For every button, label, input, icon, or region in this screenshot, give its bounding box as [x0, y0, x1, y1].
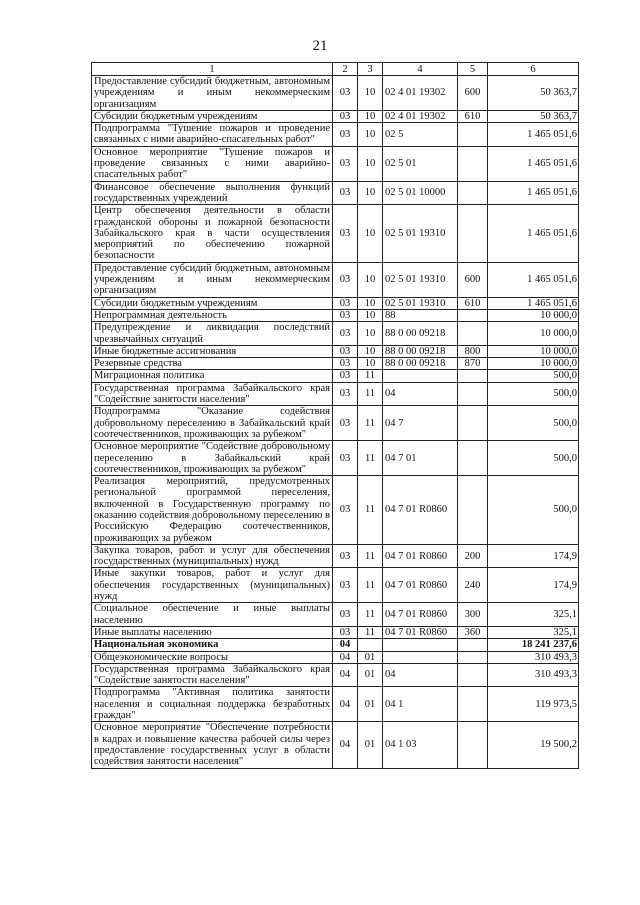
row-expense-type — [458, 441, 488, 476]
table-row — [92, 76, 579, 111]
row-name: Общеэкономические вопросы — [92, 651, 333, 663]
row-subsection-code: 10 — [358, 297, 383, 309]
row-expense-type: 300 — [458, 603, 488, 627]
row-expense-type: 600 — [458, 76, 488, 111]
row-target-article: 02 5 01 19310 — [383, 205, 458, 262]
row-expense-type: 240 — [458, 568, 488, 603]
header-col-5: 5 — [458, 63, 488, 76]
row-expense-type — [458, 687, 488, 722]
row-target-article: 02 4 01 19302 — [383, 76, 458, 111]
row-target-article: 88 — [383, 309, 458, 321]
row-section-code: 03 — [333, 123, 358, 147]
row-amount: 500,0 — [488, 406, 579, 441]
row-name: Реализация мероприятий, предусмотренных региональной программой переселения, включенной в Государственную программу по оказанию содействия добровольному переселению в Российскую Федерацию соотечественников, проживающих за рубежом — [92, 476, 333, 545]
row-amount: 50 363,7 — [488, 110, 579, 122]
row-section-code: 03 — [333, 603, 358, 627]
row-subsection-code: 01 — [358, 663, 383, 687]
header-col-6: 6 — [488, 63, 579, 76]
row-subsection-code: 11 — [358, 568, 383, 603]
row-amount: 500,0 — [488, 476, 579, 545]
row-expense-type — [458, 663, 488, 687]
row-name: Основное мероприятие "Содействие добровольному переселению в Забайкальский край соотечественников, проживающих за рубежом" — [92, 441, 333, 476]
row-name: Резервные средства — [92, 358, 333, 370]
row-name: Иные бюджетные ассигнования — [92, 345, 333, 357]
row-amount: 1 465 051,6 — [488, 297, 579, 309]
table-header-row — [92, 63, 579, 76]
header-col-4: 4 — [383, 63, 458, 76]
row-subsection-code: 10 — [358, 262, 383, 297]
row-section-code: 04 — [333, 651, 358, 663]
row-expense-type — [458, 370, 488, 382]
row-name: Финансовое обеспечение выполнения функций государственных учреждений — [92, 181, 333, 205]
row-target-article: 04 1 03 — [383, 722, 458, 768]
row-expense-type — [458, 309, 488, 321]
row-section-code: 03 — [333, 568, 358, 603]
table-row — [92, 687, 579, 722]
row-section-code: 03 — [333, 370, 358, 382]
row-target-article: 88 0 00 09218 — [383, 345, 458, 357]
header-col-1: 1 — [92, 63, 333, 76]
table-row — [92, 651, 579, 663]
row-target-article — [383, 639, 458, 651]
row-amount: 1 465 051,6 — [488, 123, 579, 147]
budget-table — [91, 62, 579, 769]
table-row — [92, 146, 579, 181]
row-amount: 1 465 051,6 — [488, 181, 579, 205]
row-subsection-code: 01 — [358, 722, 383, 768]
table-row — [92, 603, 579, 627]
row-amount: 1 465 051,6 — [488, 146, 579, 181]
row-subsection-code: 11 — [358, 626, 383, 638]
row-name: Миграционная политика — [92, 370, 333, 382]
row-amount: 19 500,2 — [488, 722, 579, 768]
row-subsection-code: 10 — [358, 205, 383, 262]
row-subsection-code: 10 — [358, 309, 383, 321]
table-row — [92, 110, 579, 122]
row-target-article: 04 7 01 R0860 — [383, 568, 458, 603]
row-name: Субсидии бюджетным учреждениям — [92, 110, 333, 122]
row-expense-type — [458, 123, 488, 147]
row-subsection-code: 01 — [358, 687, 383, 722]
row-expense-type — [458, 639, 488, 651]
row-expense-type — [458, 382, 488, 406]
row-name: Предоставление субсидий бюджетным, автономным учреждениям и иным некоммерческим организациям — [92, 262, 333, 297]
table-row — [92, 181, 579, 205]
row-subsection-code: 10 — [358, 181, 383, 205]
row-subsection-code: 10 — [358, 322, 383, 346]
row-target-article — [383, 651, 458, 663]
table-row — [92, 358, 579, 370]
row-section-code: 03 — [333, 262, 358, 297]
table-row — [92, 382, 579, 406]
row-subsection-code: 10 — [358, 345, 383, 357]
row-name: Предоставление субсидий бюджетным, автономным учреждениям и иным некоммерческим организациям — [92, 76, 333, 111]
row-section-code: 03 — [333, 322, 358, 346]
row-target-article: 04 7 01 — [383, 441, 458, 476]
row-amount: 325,1 — [488, 626, 579, 638]
row-expense-type — [458, 722, 488, 768]
row-amount: 310 493,3 — [488, 651, 579, 663]
row-expense-type — [458, 181, 488, 205]
row-amount: 1 465 051,6 — [488, 205, 579, 262]
row-subsection-code: 11 — [358, 382, 383, 406]
header-col-2: 2 — [333, 63, 358, 76]
row-target-article: 04 7 01 R0860 — [383, 476, 458, 545]
row-section-code: 03 — [333, 146, 358, 181]
table-row — [92, 309, 579, 321]
row-name: Государственная программа Забайкальского края "Содействие занятости населения" — [92, 382, 333, 406]
row-expense-type — [458, 205, 488, 262]
row-name: Национальная экономика — [92, 639, 333, 651]
row-target-article: 04 7 01 R0860 — [383, 626, 458, 638]
table-row — [92, 345, 579, 357]
row-amount: 174,9 — [488, 568, 579, 603]
row-target-article: 04 — [383, 382, 458, 406]
table-row — [92, 544, 579, 568]
row-target-article: 04 7 01 R0860 — [383, 544, 458, 568]
row-target-article: 02 4 01 19302 — [383, 110, 458, 122]
row-amount: 174,9 — [488, 544, 579, 568]
row-section-code: 03 — [333, 110, 358, 122]
table-row — [92, 297, 579, 309]
row-section-code: 04 — [333, 663, 358, 687]
row-amount: 500,0 — [488, 382, 579, 406]
row-target-article — [383, 370, 458, 382]
row-subsection-code: 11 — [358, 406, 383, 441]
row-name: Подпрограмма "Активная политика занятости населения и социальная поддержка безработных граждан" — [92, 687, 333, 722]
row-target-article: 02 5 01 10000 — [383, 181, 458, 205]
row-subsection-code — [358, 639, 383, 651]
row-expense-type — [458, 476, 488, 545]
table-row — [92, 639, 579, 651]
row-target-article: 02 5 01 — [383, 146, 458, 181]
row-section-code: 03 — [333, 205, 358, 262]
row-section-code: 03 — [333, 297, 358, 309]
row-expense-type — [458, 651, 488, 663]
row-amount: 500,0 — [488, 370, 579, 382]
row-amount: 10 000,0 — [488, 309, 579, 321]
row-expense-type: 610 — [458, 110, 488, 122]
row-expense-type — [458, 406, 488, 441]
table-row — [92, 406, 579, 441]
row-name: Подпрограмма "Тушение пожаров и проведение связанных с ними аварийно-спасательных работ" — [92, 123, 333, 147]
row-section-code: 03 — [333, 406, 358, 441]
row-expense-type: 610 — [458, 297, 488, 309]
row-subsection-code: 11 — [358, 603, 383, 627]
row-amount: 10 000,0 — [488, 345, 579, 357]
row-target-article: 04 1 — [383, 687, 458, 722]
row-name: Государственная программа Забайкальского края "Содействие занятости населения" — [92, 663, 333, 687]
row-name: Иные закупки товаров, работ и услуг для обеспечения государственных (муниципальных) нужд — [92, 568, 333, 603]
row-name: Центр обеспечения деятельности в области гражданской обороны и пожарной безопасности Забайкальского края в части осуществления мероприятий по обеспечению пожарной безопасности — [92, 205, 333, 262]
row-name: Предупреждение и ликвидация последствий чрезвычайных ситуаций — [92, 322, 333, 346]
row-target-article: 04 7 01 R0860 — [383, 603, 458, 627]
row-amount: 50 363,7 — [488, 76, 579, 111]
row-expense-type: 600 — [458, 262, 488, 297]
row-target-article: 02 5 01 19310 — [383, 262, 458, 297]
table-row — [92, 626, 579, 638]
header-col-3: 3 — [358, 63, 383, 76]
row-subsection-code: 10 — [358, 146, 383, 181]
table-row — [92, 568, 579, 603]
table-row — [92, 476, 579, 545]
row-section-code: 04 — [333, 687, 358, 722]
row-target-article: 02 5 — [383, 123, 458, 147]
row-subsection-code: 11 — [358, 441, 383, 476]
row-target-article: 88 0 00 09218 — [383, 322, 458, 346]
row-section-code: 03 — [333, 626, 358, 638]
row-section-code: 03 — [333, 345, 358, 357]
row-name: Иные выплаты населению — [92, 626, 333, 638]
row-subsection-code: 11 — [358, 544, 383, 568]
row-subsection-code: 10 — [358, 76, 383, 111]
row-subsection-code: 11 — [358, 370, 383, 382]
row-expense-type — [458, 322, 488, 346]
row-name: Социальное обеспечение и иные выплаты населению — [92, 603, 333, 627]
row-subsection-code: 10 — [358, 110, 383, 122]
row-subsection-code: 01 — [358, 651, 383, 663]
row-section-code: 03 — [333, 358, 358, 370]
row-amount: 18 241 237,6 — [488, 639, 579, 651]
row-section-code: 03 — [333, 544, 358, 568]
row-name: Основное мероприятие "Обеспечение потребности в кадрах и повышение качества рабочей силы через предоставление государственных услуг в области содействия занятости населения" — [92, 722, 333, 768]
row-amount: 10 000,0 — [488, 322, 579, 346]
row-target-article: 04 — [383, 663, 458, 687]
row-expense-type: 200 — [458, 544, 488, 568]
row-amount: 119 973,5 — [488, 687, 579, 722]
table-row — [92, 322, 579, 346]
page-number: 21 — [312, 38, 328, 54]
row-subsection-code: 10 — [358, 358, 383, 370]
row-amount: 1 465 051,6 — [488, 262, 579, 297]
row-expense-type: 870 — [458, 358, 488, 370]
table-row — [92, 441, 579, 476]
row-section-code: 04 — [333, 639, 358, 651]
table-row — [92, 722, 579, 768]
row-target-article: 04 7 — [383, 406, 458, 441]
row-amount: 310 493,3 — [488, 663, 579, 687]
row-section-code: 03 — [333, 441, 358, 476]
table-row — [92, 370, 579, 382]
table-row — [92, 663, 579, 687]
row-name: Подпрограмма "Оказание содействия добровольному переселению в Забайкальский край соотечественников, проживающих за рубежом" — [92, 406, 333, 441]
table-row — [92, 262, 579, 297]
row-name: Субсидии бюджетным учреждениям — [92, 297, 333, 309]
row-expense-type: 360 — [458, 626, 488, 638]
table-row — [92, 123, 579, 147]
row-section-code: 03 — [333, 76, 358, 111]
row-target-article: 88 0 00 09218 — [383, 358, 458, 370]
row-expense-type: 800 — [458, 345, 488, 357]
row-subsection-code: 11 — [358, 476, 383, 545]
row-section-code: 03 — [333, 476, 358, 545]
row-section-code: 03 — [333, 181, 358, 205]
row-name: Закупка товаров, работ и услуг для обеспечения государственных (муниципальных) нужд — [92, 544, 333, 568]
row-subsection-code: 10 — [358, 123, 383, 147]
row-section-code: 03 — [333, 382, 358, 406]
row-target-article: 02 5 01 19310 — [383, 297, 458, 309]
row-section-code: 03 — [333, 309, 358, 321]
row-expense-type — [458, 146, 488, 181]
row-name: Основное мероприятие "Тушение пожаров и проведение связанных с ними аварийно-спасательных работ" — [92, 146, 333, 181]
row-amount: 500,0 — [488, 441, 579, 476]
row-section-code: 04 — [333, 722, 358, 768]
row-amount: 10 000,0 — [488, 358, 579, 370]
row-amount: 325,1 — [488, 603, 579, 627]
table-row — [92, 205, 579, 262]
row-name: Непрограммная деятельность — [92, 309, 333, 321]
